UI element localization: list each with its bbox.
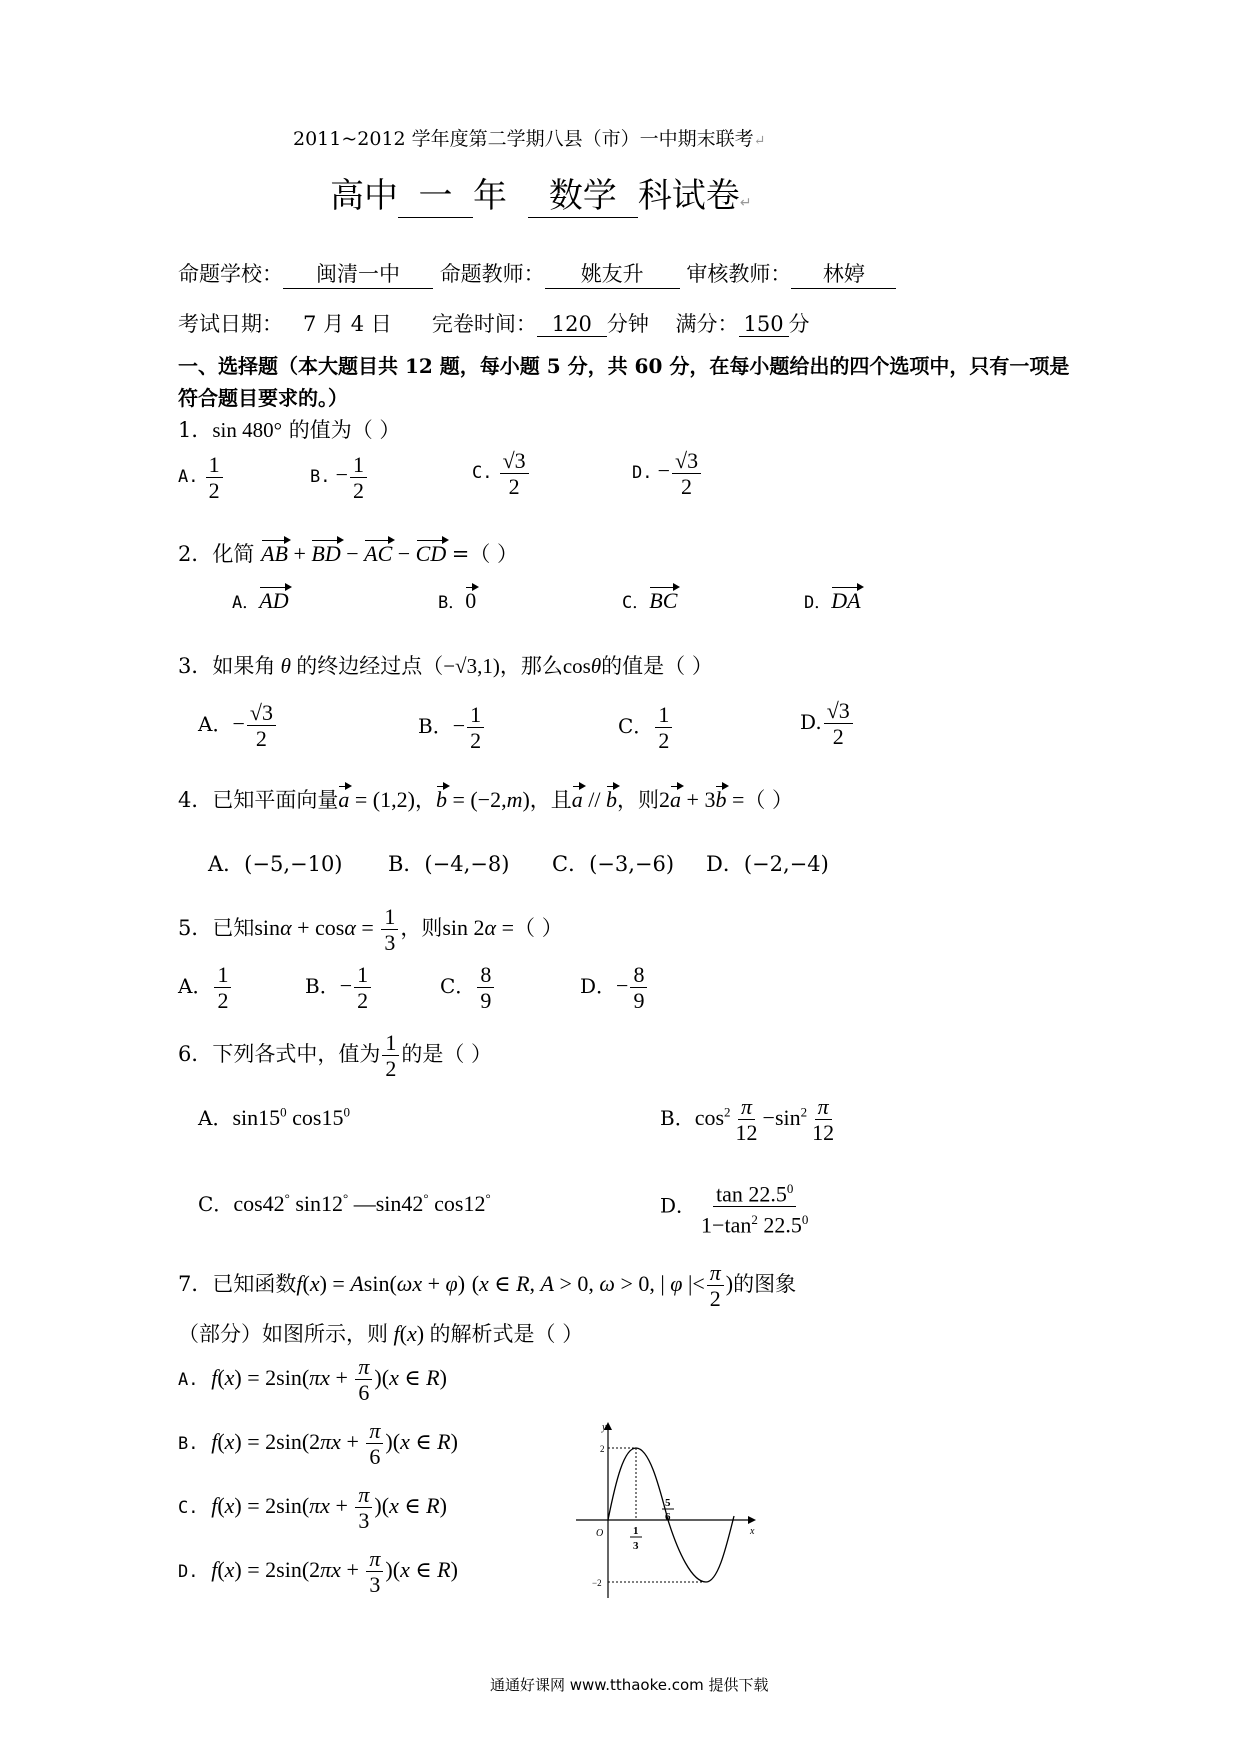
q1-option-a: A. $\frac{1}{2}$ [178,452,225,503]
x-axis-arrow [748,1516,756,1524]
q6-option-a: A．$\sin 15^0$ $\cos 15^0$ [198,1104,350,1130]
x-label: x [750,1526,755,1537]
y-label: y [602,1422,607,1433]
q5-option-d: D．− $\frac{8}{9}$ [580,962,649,1013]
exam-date-info: 考试日期： 7 月 4 日 完卷时间： 120 分钟 满分： 150 分 [178,312,810,336]
q5-option-a: A． $\frac{1}{2}$ [178,962,233,1013]
q3-option-b: B．− $\frac{1}{2}$ [418,702,486,753]
origin-label: O [596,1528,604,1539]
q6-option-b: B．$\cos^2$ $\frac{\pi}{12}$ $-\sin^2$ $\frac{\pi}{12}$ [660,1094,835,1145]
x-tick2-den: 6 [665,1511,671,1523]
question-5: 5．已知sinα + cosα = $\frac{1}{3}$ ，则sin 2α =（ ） [178,904,563,955]
q4-option-d: D．(−2,−4) [706,852,829,876]
q4-option-a: A．(−5,−10) [208,852,343,876]
section-heading: 一、选择题（本大题目共 12 题，每小题 5 分，共 60 分，在每小题给出的四个选项中，只有一项是 [178,354,1070,378]
question-2: 2．化简 AB + BD − AC − CD =（ ） [178,541,519,566]
question-7: 7．已知函数f(x) = Asin(ωx + φ) (x ∈ R, A > 0, ω > 0, | φ |< $\frac{\pi}{2}$ )的图象 [178,1260,797,1311]
footer-text: 通通好课网 www.tthaoke.com 提供下载 [490,1676,769,1694]
q2-option-a: A．AD [232,588,289,613]
x-tick1-den: 3 [633,1540,639,1552]
section-heading-cont: 符合题目要求的。） [178,386,348,410]
q3-option-c: C． $\frac{1}{2}$ [618,702,674,753]
q7-option-d: D. f(x) = 2sin(2πx + $\frac{\pi}{3}$ )(x ∈ R) [178,1546,458,1597]
question-3: 3．如果角 θ 的终边经过点（−√3,1)，那么cosθ的值是（ ） [178,654,713,678]
q1-option-c: C. $\frac{√3}{2}$ [472,448,531,499]
x-tick1-num: 1 [633,1525,639,1537]
y-min-label: −2 [592,1578,602,1588]
q7-option-b: B. f(x) = 2sin(2πx + $\frac{\pi}{6}$ )(x ∈ R) [178,1418,458,1469]
q3-option-d: D. $\frac{√3}{2}$ [800,698,855,749]
question-4: 4．已知平面向量a = (1,2)，b = (−2,m)，且a // b，则2a + 3b =（ ） [178,787,794,812]
y-max-label: 2 [600,1444,605,1454]
author-info: 命题学校： 闽清一中 命题教师： 姚友升 审核教师： 林婷 [178,258,896,289]
q2-option-c: C．BC [622,588,678,613]
q6-option-d: D． $\frac{\tan 22.5^0}{1-\tan^2 22.5^0}$ [660,1176,813,1238]
q1-option-b: B. − $\frac{1}{2}$ [310,452,369,503]
q5-option-b: B．− $\frac{1}{2}$ [305,962,373,1013]
x-tick2-num: 5 [665,1497,671,1509]
exam-header-line: 2011~2012 学年度第二学期八县（市）一中期末联考↵ [293,128,766,150]
q2-option-d: D．DA [804,588,861,613]
q7-option-c: C. f(x) = 2sin(πx + $\frac{\pi}{3}$ )(x ∈ R) [178,1482,447,1533]
question-6: 6．下列各式中，值为 $\frac{1}{2}$ 的是（ ） [178,1030,493,1081]
exam-title: 高中 一 年 数学 科试卷↵ [330,168,752,218]
question-1: 1．sin 480° 的值为（ ） [178,418,401,442]
question-7-cont: （部分）如图所示，则 f(x) 的解析式是（ ） [178,1321,584,1346]
sine-curve [608,1448,734,1582]
q1-option-d: D. − $\frac{√3}{2}$ [632,448,703,499]
q4-option-c: C．(−3,−6) [552,852,675,876]
q2-option-b: B．0 [438,588,477,613]
q6-option-c: C．cos42° sin12° —sin42° cos12° [198,1190,491,1216]
q3-option-a: A．− $\frac{√3}{2}$ [198,700,278,751]
q7-option-a: A. f(x) = 2sin(πx + $\frac{\pi}{6}$ )(x ∈ R) [178,1354,447,1405]
q4-option-b: B．(−4,−8) [388,852,510,876]
sine-graph [568,1420,758,1602]
q5-option-c: C． $\frac{8}{9}$ [440,962,496,1013]
